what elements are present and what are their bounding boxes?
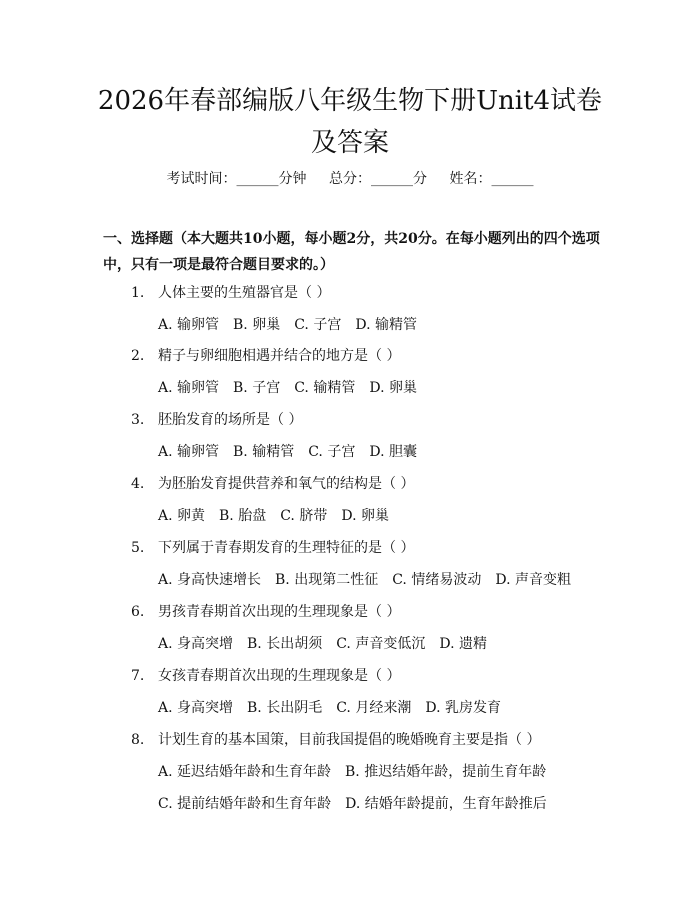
options-row [158, 634, 487, 654]
option-a: A. 卵黄 [158, 508, 206, 524]
option-c: C. 子宫 [308, 444, 356, 460]
exam-title [60, 80, 640, 164]
option-d: D. 声音变粗 [495, 572, 571, 588]
options-row [158, 794, 547, 814]
question-1 [131, 283, 330, 303]
option-d: D. 结婚年龄提前，生育年龄推后 [345, 796, 547, 812]
title-line-2: 及答案 [310, 128, 389, 158]
question-number: 3. [131, 412, 145, 428]
option-c: C. 脐带 [280, 508, 328, 524]
option-d: D. 乳房发育 [425, 700, 501, 716]
question-number: 2. [131, 348, 145, 364]
option-b: B. 卵巢 [233, 317, 281, 333]
option-a: A. 身高快速增长 [158, 572, 262, 588]
options-row [158, 315, 417, 335]
option-b: B. 出现第二性征 [275, 572, 379, 588]
question-3 [131, 410, 302, 430]
option-c: C. 子宫 [294, 317, 342, 333]
option-a: A. 身高突增 [158, 700, 234, 716]
title-line-1: 2026年春部编版八年级生物下册Unit4试卷 [97, 86, 603, 116]
option-a: A. 延迟结婚年龄和生育年龄 [158, 764, 332, 780]
option-d: D. 卵巢 [369, 380, 417, 396]
question-4 [131, 474, 414, 494]
question-number: 1. [131, 285, 145, 301]
option-b: B. 子宫 [233, 380, 281, 396]
question-number: 5. [131, 540, 145, 556]
option-a: A. 身高突增 [158, 636, 234, 652]
option-c: C. 声音变低沉 [336, 636, 426, 652]
option-c: C. 提前结婚年龄和生育年龄 [158, 796, 332, 812]
question-2 [131, 346, 400, 366]
option-b: B. 推迟结婚年龄，提前生育年龄 [345, 764, 547, 780]
question-stem: 人体主要的生殖器官是（ ） [158, 285, 331, 301]
options-row [158, 698, 501, 718]
option-b: B. 长出胡须 [247, 636, 323, 652]
question-stem: 胚胎发育的场所是（ ） [158, 412, 303, 428]
option-d: D. 输精管 [355, 317, 417, 333]
option-a: A. 输卵管 [158, 444, 220, 460]
option-c: C. 输精管 [294, 380, 356, 396]
options-row [158, 570, 571, 590]
question-7 [131, 666, 400, 686]
option-c: C. 月经来潮 [336, 700, 412, 716]
question-number: 6. [131, 604, 145, 620]
question-number: 8. [131, 732, 145, 748]
option-a: A. 输卵管 [158, 380, 220, 396]
question-stem: 为胚胎发育提供营养和氧气的结构是（ ） [158, 476, 415, 492]
options-row [158, 378, 417, 398]
question-8 [131, 730, 540, 750]
question-stem: 下列属于青春期发育的生理特征的是（ ） [158, 540, 415, 556]
option-d: D. 卵巢 [341, 508, 389, 524]
option-d: D. 胆囊 [369, 444, 417, 460]
exam-time: 考试时间：______分钟 [166, 171, 307, 187]
question-stem: 计划生育的基本国策，目前我国提倡的晚婚晚育主要是指（ ） [158, 732, 541, 748]
question-stem: 女孩青春期首次出现的生理现象是（ ） [158, 668, 401, 684]
question-6 [131, 602, 400, 622]
option-a: A. 输卵管 [158, 317, 220, 333]
option-b: B. 长出阴毛 [247, 700, 323, 716]
option-b: B. 输精管 [233, 444, 295, 460]
exam-score: 总分：______分 [329, 171, 427, 187]
option-d: D. 遗精 [439, 636, 487, 652]
exam-info [0, 169, 700, 189]
options-row [158, 762, 546, 782]
question-number: 4. [131, 476, 145, 492]
question-5 [131, 538, 414, 558]
option-b: B. 胎盘 [219, 508, 267, 524]
question-number: 7. [131, 668, 145, 684]
student-name: 姓名：______ [449, 171, 534, 187]
section-heading: 一、选择题（本大题共10小题，每小题2分，共20分。在每小题列出的四个选项中，只有一项是最符合题目要求的。） [103, 231, 600, 273]
options-row [158, 442, 417, 462]
question-stem: 男孩青春期首次出现的生理现象是（ ） [158, 604, 401, 620]
question-stem: 精子与卵细胞相遇并结合的地方是（ ） [158, 348, 401, 364]
option-c: C. 情绪易波动 [392, 572, 482, 588]
options-row [158, 506, 389, 526]
